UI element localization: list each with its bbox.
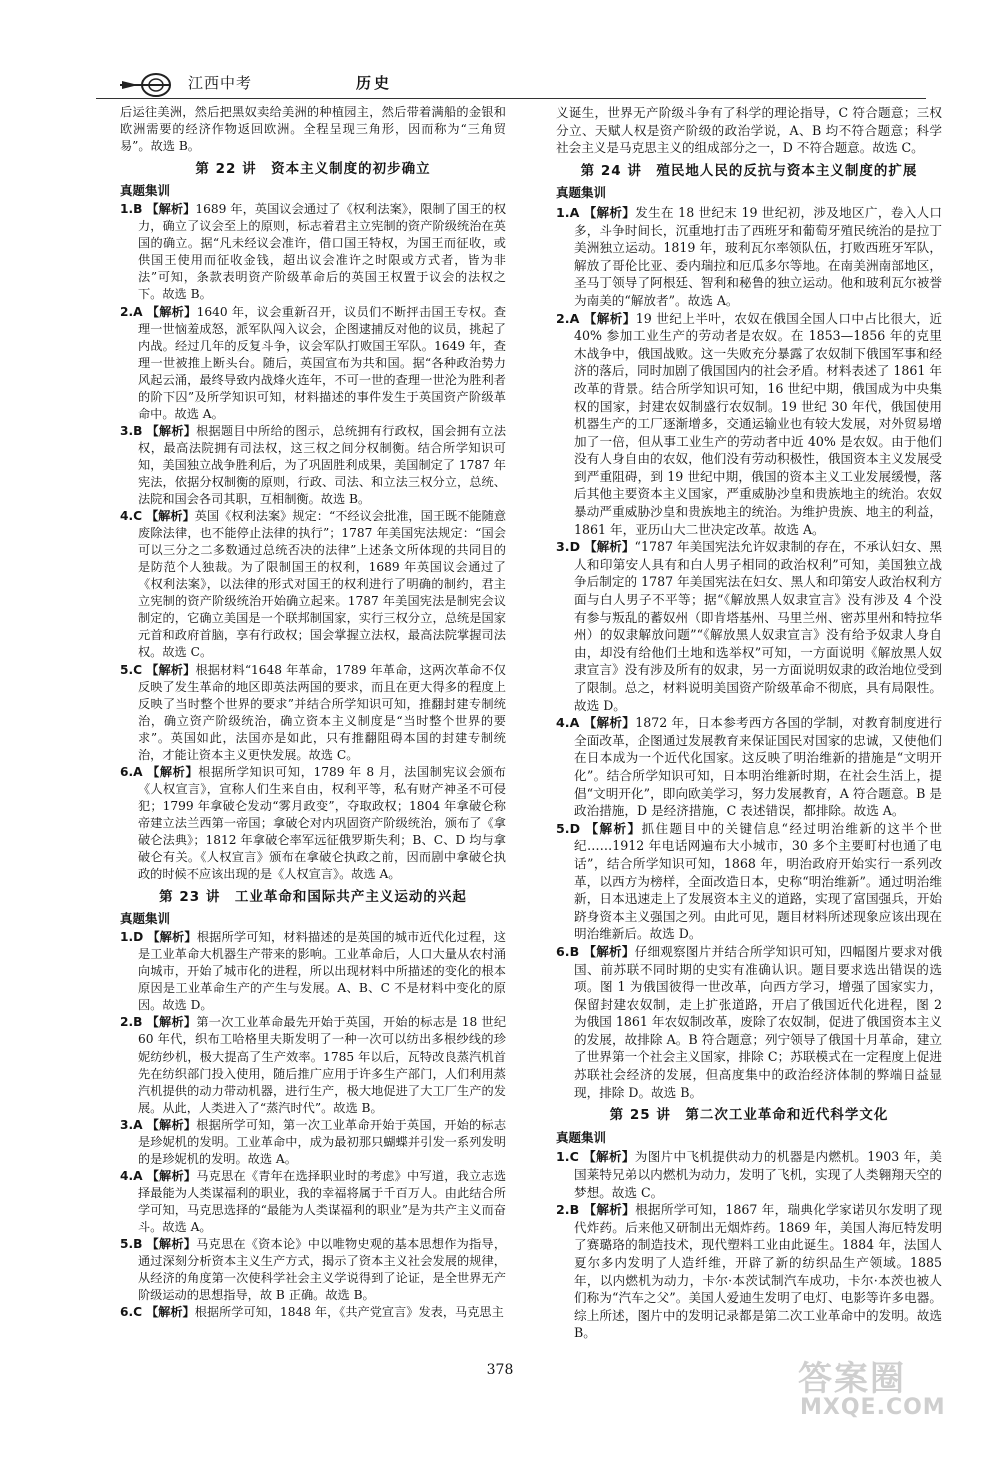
analysis-tag: 【解析】: [146, 1168, 197, 1183]
lecture-title: 第 23 讲 工业革命和国际共产主义运动的兴起: [159, 889, 467, 906]
page-header: [96, 66, 926, 102]
item-number: 3.: [556, 539, 570, 555]
analysis-text: “1787 年美国宪法允许奴隶制的存在，不承认妇女、黑人和印第安人具有和白人男子相同的政治权利”可知，美国独立战争后制定的 1787 年美国宪法在妇女、黑人和印第安人政治权利方面与白人男子不平等；据“《解放黑人奴隶宣言》没有涉及 4 个没有参与叛乱的蓄奴州（即肯塔基州、马里兰州、密苏里州和特拉华州）的奴隶解放问题”“《解放黑人奴隶宣言》没有给予奴隶人身自由，却没有给他们土地和选举权”可知，一方面说明《解放黑人奴隶宣言》没有涉及所有的奴隶，另一方面说明奴隶的政治地位受到了限制。总之，材料说明美国资产阶级革命不彻底，具有局限性。故选 D。: [574, 539, 942, 713]
item-number: 2.: [556, 1202, 570, 1218]
answer-item: [120, 1236, 506, 1304]
answer-item: [556, 820, 942, 943]
lecture-title: 第 24 讲 殖民地人民的反抗与资本主义制度的扩展: [580, 162, 918, 179]
answer-letter: B: [133, 202, 143, 217]
item-number: 2.: [120, 1015, 134, 1030]
answer-item: [556, 204, 942, 310]
item-number: 1.: [120, 202, 134, 217]
right-column: [556, 104, 942, 1342]
answer-item: [120, 1168, 506, 1236]
item-number: 1.: [556, 1149, 570, 1165]
book-logo-icon: [118, 72, 178, 98]
answer-letter: A: [133, 304, 143, 319]
analysis-text: 19 世纪上半叶，农奴在俄国全国人口中占比很大，近 40% 参加工业生产的劳动者是农奴。在 1853—1856 年的克里木战争中，俄国战败。这一失败充分暴露了农奴制下俄国军事和经济的落后，同时加剧了俄国国内的社会矛盾。材料表述了 1861 年改革的背景。结合所学知识可知，16 世纪中期，俄国成为中央集权的国家，封建农奴制盛行农奴制。19 世纪 30 年代，俄国使用机器生产的工厂逐渐增多，交通运输业也有较大发展，对外贸易增加了一倍，但从事工业生产的劳动者中近 40% 是农奴。由于他们没有人身自由的农奴，他们没有劳动积极性，俄国资本主义发展受到严重阻碍，到 19 世纪中期，俄国的资本主义工业发展缓慢，落后其他主要资本主义国家，严重威胁沙皇和贵族地主的统治。农奴暴动严重威胁沙皇和贵族地主的统治。为维护贵族、地主的利益，1861 年，亚历山大二世决定改革。故选 A。: [574, 310, 943, 537]
subject-title: 历史: [356, 74, 393, 92]
item-number: 3.: [120, 1117, 134, 1132]
answer-letter: A: [133, 764, 143, 779]
answer-item: [120, 304, 506, 423]
answer-letter: A: [569, 310, 580, 326]
page-number: 378: [486, 1362, 514, 1378]
analysis-tag: 【解析】: [146, 1237, 197, 1252]
analysis-text: 根据所学可知，1867 年，瑞典化学家诺贝尔发明了现代炸药。后来他又研制出无烟炸药。1869 年，美国人海厄特发明了赛璐珞的制造技术，现代塑料工业由此诞生。1884 年，法国人夏尔多内发明了人造纤维，开辟了新的纺织品生产领域。1885 年，以内燃机为动力，卡尔·本茨试制汽车成功，卡尔·本茨也被人们称为“汽车之父”。美国人爱迪生发明了电灯、电影等许多电器。综上所述，图片中的发明记录都是第二次工业革命中的发明。故选 B。: [574, 1202, 942, 1341]
answer-item: [120, 201, 506, 303]
answer-letter: D: [133, 930, 144, 945]
answer-letter: A: [133, 1168, 143, 1183]
analysis-text: 1689 年，英国议会通过了《权利法案》，限制了国王的权力，确立了议会至上的原则，标志着君主立宪制的资产阶级统治在英国的确立。据“凡未经议会准许，借口国王特权，为国王而征收，或供国王使用而征收金钱，超出议会准许之时限或方式者，皆为非法”可知，条款表明资产阶级革命后的英国王权置于议会的法权之下。故选 B。: [138, 202, 507, 302]
answer-letter: C: [133, 662, 143, 677]
analysis-text: 根据所学可知，1848 年，《共产党宣言》发表，马克思主: [194, 1305, 504, 1320]
answer-letter: A: [569, 715, 580, 731]
analysis-text: 根据所学可知，材料描述的是英国的城市近代化过程，这是工业革命大机器生产带来的影响。工业革命后，人口大量从农村涌向城市，开始了城市化的进程，所以出现材料中所描述的变化的根本原因是工业革命生产的产生与发展。A、B、C 不是材料中变化的原因。故选 D。: [138, 930, 506, 1013]
answer-item: [556, 943, 942, 1101]
answer-letter: B: [133, 1237, 143, 1252]
analysis-text: 第一次工业革命最先开始于英国，开始的标志是 18 世纪 60 年代，织布工哈格里夫斯发明了一种一次可以纺出多根纱线的珍妮纺纱机，极大提高了生产效率。1785 年以后，瓦特改良蒸汽机首先在纺织部门投入使用，随后推广应用于许多生产部门，人们利用蒸汽机提供的动力带动机器，进行生产，极大地促进了大工厂生产的发展。从此，人类进入了“蒸汽时代”。故选 B。: [138, 1015, 507, 1115]
item-number: 1.: [556, 204, 570, 220]
analysis-tag: 【解析】: [583, 943, 635, 959]
item-number: 5.: [556, 820, 570, 836]
continued-text: 义诞生，世界无产阶级斗争有了科学的理论指导，C 符合题意；三权分立、天赋人权是资产阶级的政治学说，A、B 均不符合题意；科学社会主义是马克思主义的组成部分之一，D 不符合题意。故选 C。: [556, 105, 942, 156]
item-number: 2.: [556, 310, 570, 326]
item-number: 5.: [120, 1237, 134, 1252]
item-number: 6.: [120, 764, 134, 779]
analysis-text: 根据所学可知，第一次工业革命开始于英国，开始的标志是珍妮机的发明。工业革命中，成为最初那只蝴蝶并引发一系列发明的是珍妮机的发明。故选 A。: [138, 1117, 507, 1166]
answer-letter: A: [569, 204, 580, 220]
item-number: 6.: [556, 943, 570, 959]
analysis-text: 1640 年，议会重新召开，议员们不断抨击国王专权。查理一世恼羞成怒，派军队闯入议会，企图逮捕反对他的议员，挑起了内战。经过几年的反复斗争，议会军队打败国王军队。1649 年，查理一世被推上断头台。随后，英国宣布为共和国。据“各种政治势力风起云涌，最终导致内战烽火连年，不可一世的查理一世沦为胜利者的阶下囚”及所学知识可知，材料描述的事件发生于英国资产阶级革命中。故选 A。: [138, 304, 507, 421]
analysis-tag: 【解析】: [147, 764, 199, 779]
section-subtitle: 真题集训: [120, 911, 171, 927]
answer-item: [556, 1148, 942, 1201]
analysis-tag: 【解析】: [146, 304, 197, 319]
book-title: 江西中考: [188, 74, 253, 92]
answer-item: [120, 423, 506, 508]
analysis-tag: 【解析】: [146, 1117, 197, 1132]
analysis-text: 发生在 18 世纪末 19 世纪初，涉及地区广，卷入人口多，斗争时间长，沉重地打击了西班牙和葡萄牙殖民统治的是拉丁美洲独立运动。1819 年，玻利瓦尔率领队伍，打败西班牙军队，解放了哥伦比亚、委内瑞拉和厄瓜多尔等地。在南美洲南部地区，圣马丁领导了阿根廷、智利和秘鲁的独立运动。他和玻利瓦尔被誉为南美的“解放者”。故选 A。: [574, 204, 942, 308]
answer-letter: B: [569, 943, 580, 959]
answer-item: [120, 929, 506, 1014]
header-rule: [96, 98, 926, 99]
answer-item: [556, 310, 942, 539]
answer-item: [556, 714, 942, 820]
analysis-tag: 【解析】: [146, 1015, 197, 1030]
analysis-tag: 【解析】: [584, 539, 635, 555]
answer-item: [120, 1014, 506, 1116]
item-number: 4.: [120, 509, 134, 524]
section-subtitle: 真题集训: [120, 183, 171, 199]
answer-letter: B: [133, 423, 143, 438]
watermark-text: 答案圈: [798, 1359, 906, 1399]
analysis-text: 根据材料“1648 年革命，1789 年革命，这两次革命不仅反映了发生革命的地区即英法两国的要求，而且在更大得多的程度上反映了当时整个世界的要求”并结合所学知识可知，推翻封建专制统治，确立资产阶级统治，确立资本主义制度是“当时整个世界的要求”。英国如此，法国亦是如此，只有推翻阻碍本国的封建专制统治，才能让资本主义更快发展。故选 C。: [138, 662, 507, 762]
analysis-tag: 【解析】: [147, 930, 197, 945]
continued-text: 后运往美洲，然后把黑奴卖给美洲的种植园主，然后带着满船的金银和欧洲需要的经济作物返回欧洲。全程呈现三角形，因而称为“三角贸易”。故选 B。: [120, 105, 506, 154]
answer-letter: A: [133, 1117, 143, 1132]
item-number: 1.: [120, 930, 134, 945]
analysis-text: 根据所学知识可知，1789 年 8 月，法国制宪议会颁布《人权宣言》，宣称人们生来自由，权利平等，私有财产神圣不可侵犯；1799 年拿破仑发动“雾月政变”，夺取政权；1804 年拿破仑称帝建立法兰西第一帝国；拿破仑对内巩固资产阶级统治，颁布了《拿破仑法典》；1812 年拿破仑率军远征俄罗斯失利；B、C、D 均与拿破仑有关。《人权宣言》颁布在拿破仑执政之前，因而剧中拿破仑执政的时候不应该出现的是《人权宣言》。故选 A。: [138, 764, 506, 882]
answer-letter: C: [569, 1149, 579, 1165]
left-column: [120, 104, 506, 1321]
section-subtitle: 真题集训: [556, 1129, 607, 1145]
item-number: 4.: [556, 715, 570, 731]
answer-letter: D: [569, 820, 581, 836]
answer-item: [120, 1117, 506, 1168]
analysis-text: 根据题目中所给的图示，总统拥有行政权，国会拥有立法权，最高法院拥有司法权，这三权之间分权制衡。结合所学知识可知，美国独立战争胜利后，为了巩固胜利成果，美国制定了 1787 年宪法，依据分权制衡的原则，行政、司法、和立法三权分立，总统、法院和国会各司其职，互相制衡。故选 B。: [138, 423, 507, 507]
answer-letter: C: [133, 1305, 143, 1320]
item-number: 6.: [120, 1305, 134, 1320]
answer-item: [120, 1304, 506, 1321]
answer-letter: C: [133, 509, 143, 524]
answer-letter: B: [569, 1202, 580, 1218]
analysis-tag: 【解析】: [146, 202, 196, 217]
answer-item: [120, 764, 506, 883]
analysis-text: 1872 年，日本参考西方各国的学制，对教育制度进行全面改革，企图通过发展教育来保证国民对国家的忠诚，又使他们在日本成为一个近代化国家。这反映了明治维新的措施是“文明开化”。结合所学知识可知，日本明治维新时期，在社会生活上，提倡“文明开化”，即向欧美学习，努力发展教育，A 符合题意。B 是政治措施，D 是经济措施，C 表述错误，都排除。故选 A。: [574, 715, 942, 819]
analysis-tag: 【解析】: [583, 1202, 636, 1218]
analysis-tag: 【解析】: [146, 423, 197, 438]
item-number: 4.: [120, 1168, 134, 1183]
analysis-tag: 【解析】: [583, 715, 636, 731]
analysis-tag: 【解析】: [583, 310, 636, 326]
lecture-title: 第 25 讲 第二次工业革命和近代科学文化: [609, 1107, 889, 1124]
answer-letter: D: [569, 539, 581, 555]
analysis-tag: 【解析】: [585, 820, 642, 836]
analysis-tag: 【解析】: [583, 204, 636, 220]
item-number: 5.: [120, 662, 134, 677]
answer-item: [556, 1201, 942, 1342]
lecture-title: 第 22 讲 资本主义制度的初步确立: [195, 161, 431, 178]
answer-item: [120, 508, 506, 661]
answer-item: [556, 538, 942, 714]
analysis-text: 马克思在《青年在选择职业时的考虑》中写道，我立志选择最能为人类谋福利的职业，我的幸福将属于千百万人。由此结合所学可知，马克思选择的“最能为人类谋福利的职业”是为共产主义而奋斗。故选 A。: [138, 1168, 507, 1234]
watermark: [790, 1351, 960, 1429]
watermark-url: MXQE.COM: [800, 1395, 946, 1420]
section-subtitle: 真题集训: [556, 185, 607, 201]
item-number: 3.: [120, 423, 134, 438]
item-number: 2.: [120, 304, 134, 319]
answer-letter: B: [133, 1015, 143, 1030]
analysis-tag: 【解析】: [146, 662, 196, 677]
analysis-tag: 【解析】: [583, 1149, 635, 1165]
analysis-text: 抓住题目中的关键信息“经过明治维新的这半个世纪……1912 年电话网遍布大小城市，30 多个主要町村也通了电话”，结合所学知识可知，1868 年，明治政府开始实行一系列改革，以西方为榜样，全面改造日本，史称“明治维新”。通过明治维新，日本迅速走上了发展资本主义的道路，实现了富国强兵，开始跻身资本主义强国之列。由此可见，题目材料所述现象应该出现在明治维新后。故选 D。: [574, 820, 942, 942]
analysis-tag: 【解析】: [145, 1305, 195, 1320]
analysis-text: 为图片中飞机提供动力的机器是内燃机。1903 年，美国莱特兄弟以内燃机为动力，发明了飞机，实现了人类翱翔天空的梦想。故选 C。: [574, 1149, 942, 1200]
answer-item: [120, 662, 506, 764]
analysis-text: 仔细观察图片并结合所学知识可知，四幅图片要求对俄国、前苏联不同时期的史实有准确认识。题目要求选出错误的选项。图 1 为俄国彼得一世改革，向西方学习，增强了国家实力，保留封建农奴制，走上扩张道路，开启了俄国近代化进程，图 2 为俄国 1861 年农奴制改革，废除了农奴制，促进了俄国资本主义的发展，故排除 A。B 符合题意；列宁领导了俄国十月革命，建立了世界第一个社会主义国家，排除 C；苏联模式在一定程度上促进苏联社会经济的发展，但高度集中的政治经济体制的弊端日益显现，排除 D。故选 B。: [574, 943, 943, 1100]
analysis-text: 英国《权利法案》规定：“不经议会批准，国王既不能随意废除法律，也不能停止法律的执行”；1787 年美国宪法规定：“国会可以三分之二多数通过总统否决的法律”上述条文所体现的共同目的是防范个人独裁。为了限制国王的权利，1689 年英国议会通过了《权利法案》，以法律的形式对国王的权利进行了明确的制约，君主立宪制的资产阶级统治开始确立起来。1787 年美国宪法是制宪会议制定的，它确立美国是一个联邦制国家，实行三权分立，总统是国家元首和政府首脑，享有行政权；国会掌握立法权，最高法院掌握司法权。故选 C。: [138, 509, 507, 660]
analysis-tag: 【解析】: [145, 509, 195, 524]
analysis-text: 马克思在《资本论》中以唯物史观的基本思想作为指导，通过深刻分析资本主义生产方式，揭示了资本主义社会发展的规律，从经济的角度第一次使科学社会主义学说得到了论证，是全世界无产阶级运动的思想指导，故 B 正确。故选 B。: [138, 1237, 507, 1303]
